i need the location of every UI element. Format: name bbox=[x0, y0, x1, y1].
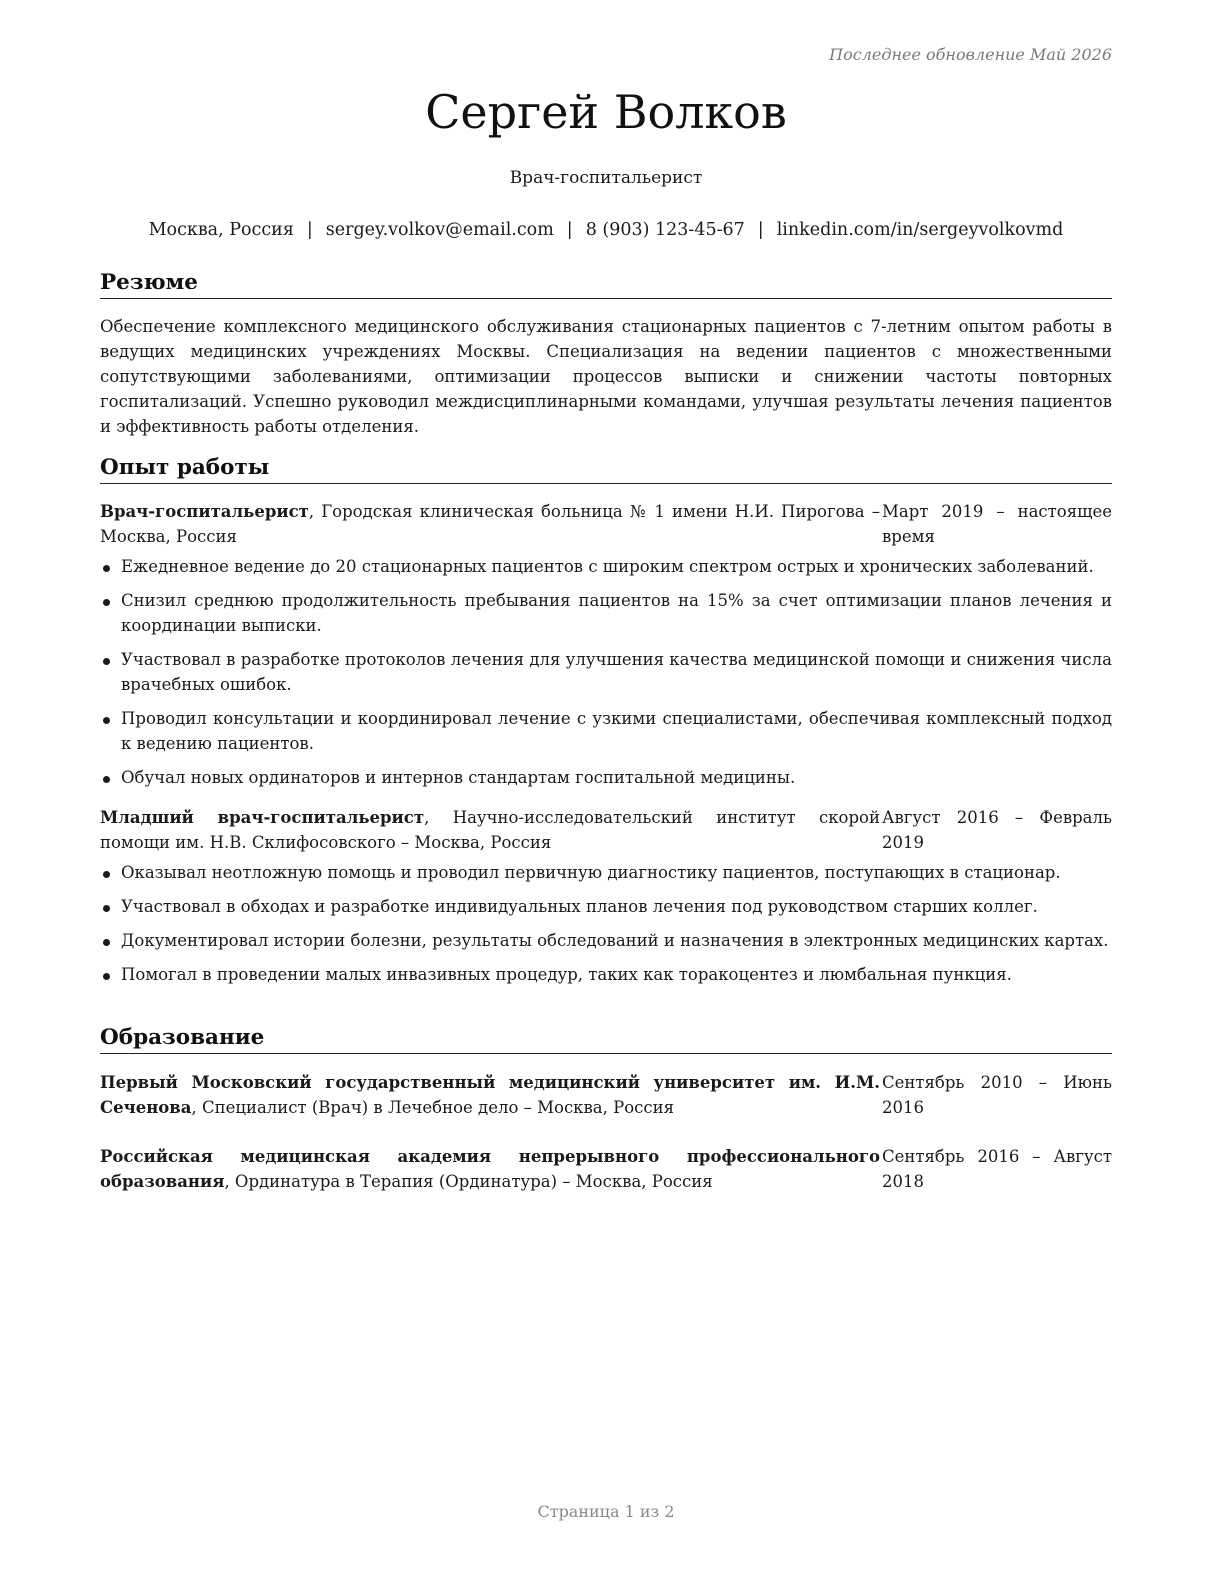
bullet-icon bbox=[103, 973, 110, 980]
section-title-summary: Резюме bbox=[100, 270, 1112, 299]
candidate-name: Сергей Волков bbox=[425, 85, 787, 139]
section-title-experience: Опыт работы bbox=[100, 455, 1112, 484]
education-line bbox=[100, 1144, 880, 1194]
bullet-text: Участвовал в обходах и разработке индивидуальных планов лечения под руководством старших коллег. bbox=[121, 897, 1038, 916]
job-header bbox=[100, 805, 1112, 855]
bullet-icon bbox=[103, 717, 110, 724]
list-item bbox=[100, 962, 1112, 987]
list-item bbox=[100, 765, 1112, 790]
bullet-icon bbox=[103, 871, 110, 878]
list-item bbox=[100, 860, 1112, 885]
contact-location: Москва, Россия bbox=[148, 220, 294, 240]
bullet-icon bbox=[103, 658, 110, 665]
list-item bbox=[100, 706, 1112, 756]
contact-linkedin[interactable]: linkedin.com/in/sergeyvolkovmd bbox=[776, 220, 1064, 240]
bullet-text: Снизил среднюю продолжительность пребывания пациентов на 15% за счет оптимизации планов лечения и координации выписки. bbox=[121, 591, 1112, 635]
contact-separator: | bbox=[566, 220, 573, 240]
education-header bbox=[100, 1144, 1112, 1194]
candidate-headline: Врач-госпитальерист bbox=[509, 168, 703, 188]
job-bullets bbox=[100, 860, 1112, 987]
job-header bbox=[100, 499, 1112, 549]
education-dates: Сентябрь 2016 – Август 2018 bbox=[882, 1147, 1112, 1191]
education-entry bbox=[100, 1070, 1112, 1120]
education-institution: Первый Московский государственный медицинский университет им. И.М. Сеченова bbox=[100, 1073, 880, 1117]
list-item bbox=[100, 554, 1112, 579]
bullet-text: Документировал истории болезни, результаты обследований и назначения в электронных медицинских картах. bbox=[121, 931, 1109, 950]
job-dates: Август 2016 – Февраль 2019 bbox=[882, 808, 1112, 852]
bullet-text: Обучал новых ординаторов и интернов стандартам госпитальной медицины. bbox=[121, 768, 796, 787]
education-details: , Специалист (Врач) в Лечебное дело – Москва, Россия bbox=[191, 1098, 675, 1117]
bullet-text: Проводил консультации и координировал лечение с узкими специалистами, обеспечивая комплексный подход к ведению пациентов. bbox=[121, 709, 1112, 753]
contact-separator: | bbox=[306, 220, 313, 240]
bullet-icon bbox=[103, 939, 110, 946]
education-header bbox=[100, 1070, 1112, 1120]
bullet-text: Оказывал неотложную помощь и проводил первичную диагностику пациентов, поступающих в стационар. bbox=[121, 863, 1061, 882]
contact-phone[interactable]: 8 (903) 123-45-67 bbox=[585, 220, 745, 240]
list-item bbox=[100, 928, 1112, 953]
bullet-icon bbox=[103, 599, 110, 606]
list-item bbox=[100, 894, 1112, 919]
job-role: Врач-госпитальерист bbox=[100, 502, 309, 521]
job-dates: Март 2019 – настоящее время bbox=[882, 502, 1112, 546]
job-title-line bbox=[100, 805, 880, 855]
job-bullets bbox=[100, 554, 1112, 790]
page-number: Страница 1 из 2 bbox=[537, 1502, 675, 1521]
list-item bbox=[100, 647, 1112, 697]
summary-text: Обеспечение комплексного медицинского обслуживания стационарных пациентов с 7-летним опытом работы в ведущих медицинских учреждениях Москвы. Специализация на ведении пациентов с множественными сопутствующими заболеваниями, оптимизации процессов выписки и снижении частоты повторных госпитализаций. Успешно руководил междисциплинарными командами, улучшая результаты лечения пациентов и эффективность работы отделения. bbox=[100, 317, 1112, 436]
education-details: , Ординатура в Терапия (Ординатура) – Москва, Россия bbox=[224, 1172, 713, 1191]
bullet-icon bbox=[103, 905, 110, 912]
job-entry bbox=[100, 805, 1112, 996]
job-title-line bbox=[100, 499, 880, 549]
education-institution: Российская медицинская академия непрерывного профессионального образования bbox=[100, 1147, 880, 1191]
bullet-icon bbox=[103, 565, 110, 572]
job-role: Младший врач-госпитальерист bbox=[100, 808, 425, 827]
education-line bbox=[100, 1070, 880, 1120]
job-org: , Научно-исследовательский институт скорой помощи им. Н.В. Склифосовского – Москва, Россия bbox=[100, 808, 880, 852]
last-updated: Последнее обновление Май 2026 bbox=[829, 45, 1112, 64]
bullet-icon bbox=[103, 776, 110, 783]
education-entry bbox=[100, 1144, 1112, 1194]
bullet-text: Участвовал в разработке протоколов лечения для улучшения качества медицинской помощи и снижения числа врачебных ошибок. bbox=[121, 650, 1112, 694]
job-entry bbox=[100, 499, 1112, 799]
bullet-text: Помогал в проведении малых инвазивных процедур, таких как торакоцентез и люмбальная пункция. bbox=[121, 965, 1012, 984]
bullet-text: Ежедневное ведение до 20 стационарных пациентов с широким спектром острых и хронических заболеваний. bbox=[121, 557, 1094, 576]
section-title-education: Образование bbox=[100, 1025, 1112, 1054]
contact-line bbox=[100, 220, 1112, 240]
contact-separator: | bbox=[757, 220, 764, 240]
education-dates: Сентябрь 2010 – Июнь 2016 bbox=[882, 1073, 1112, 1117]
list-item bbox=[100, 588, 1112, 638]
job-org: , Городская клиническая больница № 1 имени Н.И. Пирогова – Москва, Россия bbox=[100, 502, 880, 546]
contact-email[interactable]: sergey.volkov@email.com bbox=[325, 220, 554, 240]
